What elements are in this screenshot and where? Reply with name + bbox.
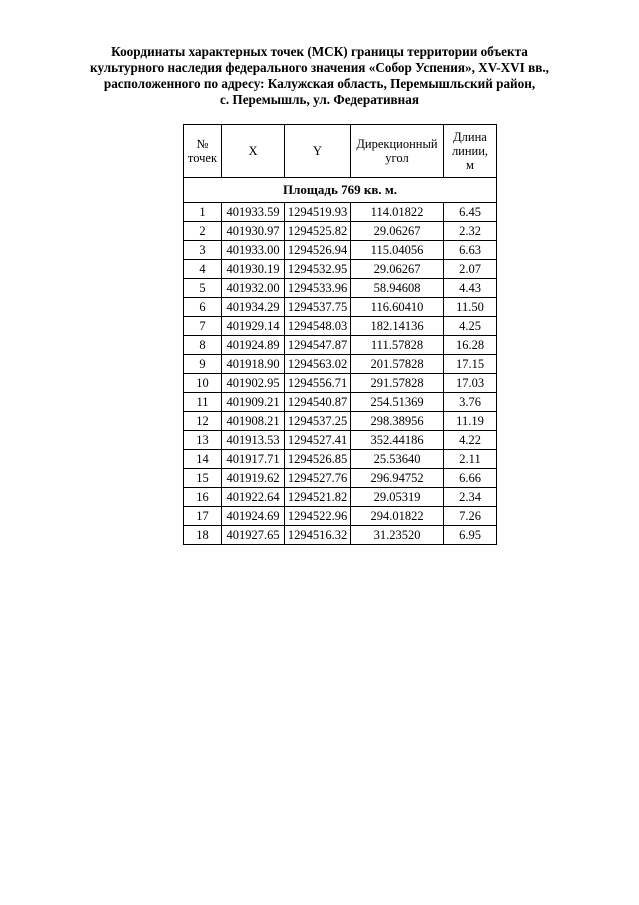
table-row xyxy=(184,469,497,488)
cell-y: 1294537.75 xyxy=(285,298,351,317)
cell-direction-angle: 352.44186 xyxy=(351,431,444,450)
cell-line-length: 4.25 xyxy=(444,317,497,336)
table-header-row xyxy=(184,125,497,178)
cell-direction-angle: 182.14136 xyxy=(351,317,444,336)
cell-y: 1294519.93 xyxy=(285,203,351,222)
table-row xyxy=(184,431,497,450)
cell-y: 1294540.87 xyxy=(285,393,351,412)
cell-direction-angle: 29.06267 xyxy=(351,222,444,241)
cell-x: 401929.14 xyxy=(222,317,285,336)
table-row xyxy=(184,222,497,241)
table-row xyxy=(184,526,497,545)
header-angle-line2: угол xyxy=(385,151,409,165)
cell-y: 1294548.03 xyxy=(285,317,351,336)
cell-x: 401917.71 xyxy=(222,450,285,469)
cell-point-number: 6 xyxy=(184,298,222,317)
cell-x: 401919.62 xyxy=(222,469,285,488)
document-title xyxy=(60,44,579,108)
cell-x: 401933.00 xyxy=(222,241,285,260)
title-line-2: культурного наследия федерального значения «Собор Успения», XV-XVI вв., xyxy=(90,60,549,75)
header-line-length xyxy=(444,125,497,178)
cell-direction-angle: 296.94752 xyxy=(351,469,444,488)
cell-point-number: 15 xyxy=(184,469,222,488)
header-length-line1: Длина xyxy=(453,130,487,144)
cell-point-number: 8 xyxy=(184,336,222,355)
cell-direction-angle: 29.05319 xyxy=(351,488,444,507)
cell-point-number: 7 xyxy=(184,317,222,336)
table-row xyxy=(184,488,497,507)
cell-x: 401934.29 xyxy=(222,298,285,317)
header-length-line2: линии, xyxy=(451,144,489,158)
cell-x: 401933.59 xyxy=(222,203,285,222)
cell-direction-angle: 31.23520 xyxy=(351,526,444,545)
table-row xyxy=(184,393,497,412)
cell-point-number: 18 xyxy=(184,526,222,545)
cell-y: 1294527.41 xyxy=(285,431,351,450)
cell-line-length: 16.28 xyxy=(444,336,497,355)
cell-point-number: 5 xyxy=(184,279,222,298)
header-direction-angle xyxy=(351,125,444,178)
header-length-line3: м xyxy=(466,158,474,172)
cell-x: 401924.89 xyxy=(222,336,285,355)
table-body xyxy=(184,203,497,545)
cell-y: 1294516.32 xyxy=(285,526,351,545)
cell-direction-angle: 294.01822 xyxy=(351,507,444,526)
cell-y: 1294525.82 xyxy=(285,222,351,241)
cell-point-number: 11 xyxy=(184,393,222,412)
cell-direction-angle: 29.06267 xyxy=(351,260,444,279)
cell-direction-angle: 291.57828 xyxy=(351,374,444,393)
cell-direction-angle: 115.04056 xyxy=(351,241,444,260)
cell-direction-angle: 25.53640 xyxy=(351,450,444,469)
cell-y: 1294547.87 xyxy=(285,336,351,355)
cell-x: 401902.95 xyxy=(222,374,285,393)
cell-line-length: 11.19 xyxy=(444,412,497,431)
header-point-number xyxy=(184,125,222,178)
cell-direction-angle: 58.94608 xyxy=(351,279,444,298)
header-num-line1: № xyxy=(196,137,209,151)
cell-line-length: 17.03 xyxy=(444,374,497,393)
table-row xyxy=(184,374,497,393)
cell-line-length: 2.07 xyxy=(444,260,497,279)
cell-direction-angle: 298.38956 xyxy=(351,412,444,431)
cell-y: 1294522.96 xyxy=(285,507,351,526)
cell-y: 1294533.96 xyxy=(285,279,351,298)
cell-point-number: 13 xyxy=(184,431,222,450)
cell-x: 401913.53 xyxy=(222,431,285,450)
cell-direction-angle: 116.60410 xyxy=(351,298,444,317)
cell-y: 1294532.95 xyxy=(285,260,351,279)
cell-y: 1294563.02 xyxy=(285,355,351,374)
table-row xyxy=(184,279,497,298)
cell-y: 1294537.25 xyxy=(285,412,351,431)
cell-line-length: 6.66 xyxy=(444,469,497,488)
cell-line-length: 4.22 xyxy=(444,431,497,450)
cell-y: 1294521.82 xyxy=(285,488,351,507)
cell-point-number: 16 xyxy=(184,488,222,507)
cell-line-length: 6.95 xyxy=(444,526,497,545)
coordinates-table xyxy=(183,124,497,545)
title-line-4: с. Перемышль, ул. Федеративная xyxy=(219,92,420,107)
cell-x: 401927.65 xyxy=(222,526,285,545)
header-y: Y xyxy=(285,125,351,178)
table-row xyxy=(184,241,497,260)
cell-x: 401930.97 xyxy=(222,222,285,241)
cell-y: 1294526.94 xyxy=(285,241,351,260)
cell-point-number: 12 xyxy=(184,412,222,431)
table-row xyxy=(184,507,497,526)
table-row xyxy=(184,336,497,355)
title-line-1: Координаты характерных точек (МСК) границы территории объекта xyxy=(111,44,528,59)
header-angle-line1: Дирекционный xyxy=(356,137,438,151)
table-row xyxy=(184,203,497,222)
cell-line-length: 6.45 xyxy=(444,203,497,222)
cell-x: 401908.21 xyxy=(222,412,285,431)
cell-direction-angle: 111.57828 xyxy=(351,336,444,355)
cell-direction-angle: 254.51369 xyxy=(351,393,444,412)
cell-x: 401932.00 xyxy=(222,279,285,298)
cell-point-number: 3 xyxy=(184,241,222,260)
cell-point-number: 2 xyxy=(184,222,222,241)
cell-x: 401924.69 xyxy=(222,507,285,526)
table-row xyxy=(184,317,497,336)
cell-point-number: 9 xyxy=(184,355,222,374)
cell-point-number: 14 xyxy=(184,450,222,469)
cell-point-number: 10 xyxy=(184,374,222,393)
area-row xyxy=(184,178,497,203)
cell-x: 401922.64 xyxy=(222,488,285,507)
cell-y: 1294556.71 xyxy=(285,374,351,393)
cell-line-length: 2.11 xyxy=(444,450,497,469)
cell-point-number: 1 xyxy=(184,203,222,222)
cell-line-length: 3.76 xyxy=(444,393,497,412)
title-line-3: расположенного по адресу: Калужская область, Перемышльский район, xyxy=(103,76,536,91)
table-row xyxy=(184,450,497,469)
area-label: Площадь 769 кв. м. xyxy=(184,178,497,203)
cell-y: 1294526.85 xyxy=(285,450,351,469)
cell-y: 1294527.76 xyxy=(285,469,351,488)
cell-point-number: 4 xyxy=(184,260,222,279)
cell-line-length: 4.43 xyxy=(444,279,497,298)
cell-x: 401909.21 xyxy=(222,393,285,412)
cell-line-length: 6.63 xyxy=(444,241,497,260)
cell-direction-angle: 114.01822 xyxy=(351,203,444,222)
cell-x: 401918.90 xyxy=(222,355,285,374)
cell-line-length: 17.15 xyxy=(444,355,497,374)
table-row xyxy=(184,412,497,431)
header-num-line2: точек xyxy=(187,151,218,165)
cell-line-length: 2.32 xyxy=(444,222,497,241)
cell-line-length: 2.34 xyxy=(444,488,497,507)
cell-x: 401930.19 xyxy=(222,260,285,279)
table-row xyxy=(184,355,497,374)
cell-direction-angle: 201.57828 xyxy=(351,355,444,374)
cell-point-number: 17 xyxy=(184,507,222,526)
table-row xyxy=(184,298,497,317)
table-row xyxy=(184,260,497,279)
cell-line-length: 11.50 xyxy=(444,298,497,317)
header-x: X xyxy=(222,125,285,178)
cell-line-length: 7.26 xyxy=(444,507,497,526)
